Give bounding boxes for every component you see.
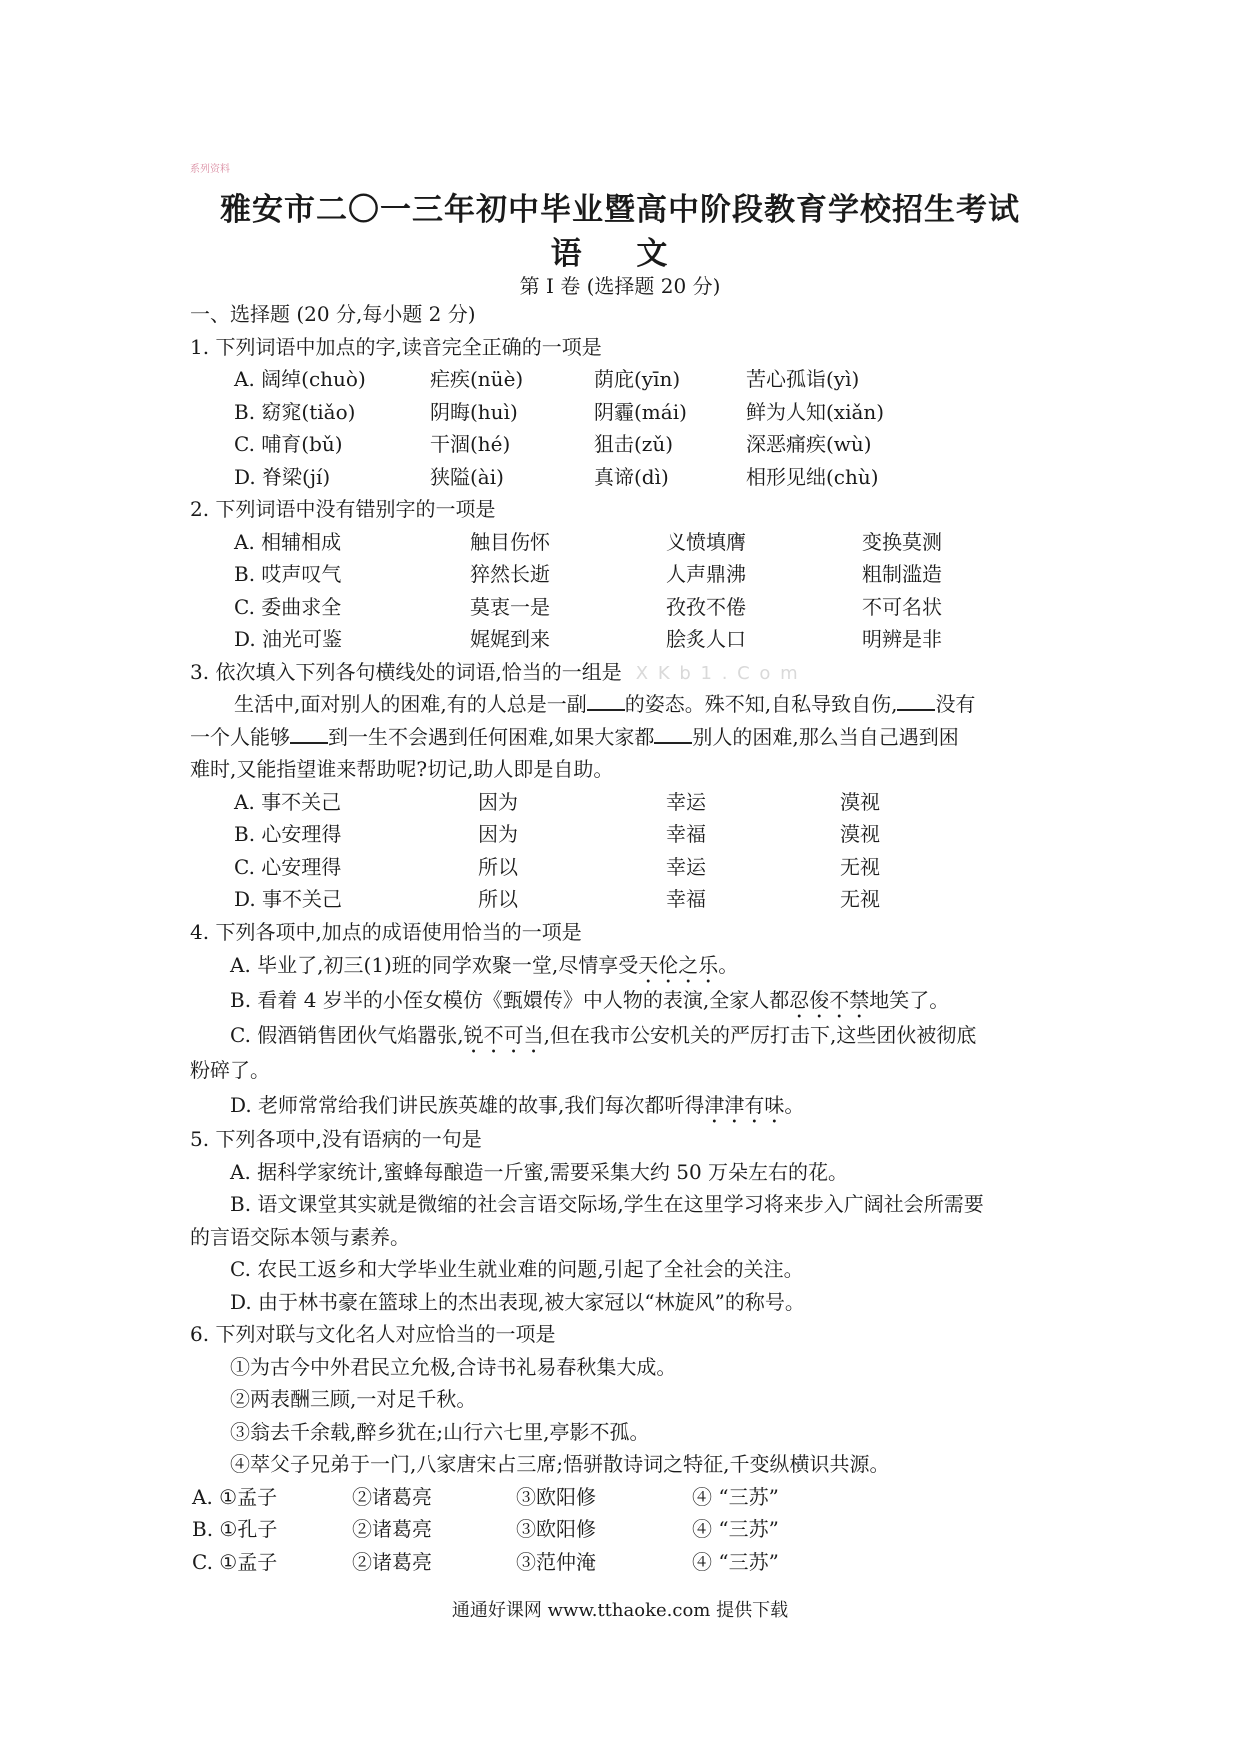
option-cell: ②诸葛亮 xyxy=(352,1549,432,1574)
option-cell: 猝然长逝 xyxy=(470,562,550,586)
option-cell: 漠视 xyxy=(840,822,880,846)
question-3-passage-line-1 xyxy=(190,688,1070,721)
dotted-idiom: 津津有味 xyxy=(704,1093,785,1117)
option-cell: 不可名状 xyxy=(862,594,942,619)
option-cell: 因为 xyxy=(478,822,518,846)
fill-blank xyxy=(654,724,692,744)
subject-title: 语 文 xyxy=(550,236,690,272)
option-cell: 狙击(zǔ) xyxy=(594,432,674,456)
passage-text: 别人的困难,那么当自己遇到困 xyxy=(692,724,959,749)
series-tag: 系列资料 xyxy=(190,164,230,175)
option-cell: 幸福 xyxy=(666,822,706,846)
couplet-2: ②两表酬三顾,一对足千秋。 xyxy=(230,1387,477,1411)
dotted-idiom: 天伦之乐 xyxy=(638,953,719,977)
option-cell: 狭隘(ài) xyxy=(430,464,504,489)
option-cell: 触目伤怀 xyxy=(470,529,550,554)
option-cell: 阴霾(mái) xyxy=(594,399,687,424)
option-cell: B. ①孔子 xyxy=(192,1517,278,1541)
passage-text: 生活中,面对别人的困难,有的人总是一副 xyxy=(234,692,587,716)
option-cell: D. 事不关己 xyxy=(234,887,343,911)
option-cell: 幸运 xyxy=(666,789,706,814)
question-1-option-c xyxy=(190,428,1070,461)
option-cell: ②诸葛亮 xyxy=(352,1517,432,1541)
question-4-option-b xyxy=(190,983,1070,1018)
option-cell: 因为 xyxy=(478,789,518,814)
question-1-option-d xyxy=(190,461,1070,494)
option-cell: ④ “三苏” xyxy=(692,1549,779,1574)
couplet-3: ③翁去千余载,醉乡犹在;山行六七里,亭影不孤。 xyxy=(230,1419,650,1444)
option-cell: 幸福 xyxy=(666,887,706,911)
option-cell: C. 心安理得 xyxy=(234,854,342,879)
option-cell: ②诸葛亮 xyxy=(352,1484,432,1509)
couplet-4: ④萃父子兄弟于一门,八家唐宋占三席;悟骈散诗词之特征,千变纵横识共源。 xyxy=(230,1452,890,1476)
option-cell: 苦心孤诣(yì) xyxy=(746,367,860,391)
option-cell: A. 事不关己 xyxy=(234,789,342,814)
fill-blank xyxy=(897,691,935,711)
option-cell: 阴晦(huì) xyxy=(430,399,518,424)
question-4-option-c-continued: 粉碎了。 xyxy=(190,1058,270,1082)
question-1-stem: 1. 下列词语中加点的字,读音完全正确的一项是 xyxy=(190,334,602,359)
question-5-option-b-continued: 的言语交际本领与素养。 xyxy=(190,1224,410,1249)
option-cell: 无视 xyxy=(840,854,880,879)
option-cell: ③欧阳修 xyxy=(516,1484,596,1509)
question-2-option-b xyxy=(190,558,1070,591)
question-3-option-a xyxy=(190,786,1070,819)
question-3-option-d xyxy=(190,883,1070,916)
option-cell: 所以 xyxy=(478,854,518,879)
question-3-stem-line xyxy=(190,656,1070,689)
passage-text: 一个人能够 xyxy=(190,724,290,749)
option-cell: ④ “三苏” xyxy=(692,1517,779,1541)
question-1-option-b xyxy=(190,396,1070,429)
option-text: C. 假酒销售团伙气焰嚣张, xyxy=(230,1023,464,1047)
option-text: B. 看着 4 岁半的小侄女模仿《甄嬛传》中人物的表演,全家人都 xyxy=(230,988,790,1012)
option-cell: 深恶痛疾(wù) xyxy=(746,432,872,456)
option-text: A. 毕业了,初三(1)班的同学欢聚一堂,尽情享受 xyxy=(230,953,639,977)
question-4-option-d xyxy=(190,1088,1070,1123)
option-cell: A. 阔绰(chuò) xyxy=(234,367,366,391)
exam-body xyxy=(190,298,1070,1578)
option-cell: ③范仲淹 xyxy=(516,1549,596,1574)
exam-title: 雅安市二〇一三年初中毕业暨高中阶段教育学校招生考试 xyxy=(220,192,1020,228)
question-3-passage-line-3: 难时,又能指望谁来帮助呢?切记,助人即是自助。 xyxy=(190,757,614,781)
question-3-passage-line-2 xyxy=(190,721,1070,754)
question-2-option-c xyxy=(190,591,1070,624)
option-cell: 娓娓到来 xyxy=(470,627,550,651)
option-cell: B. 心安理得 xyxy=(234,822,342,846)
option-cell: 孜孜不倦 xyxy=(666,594,746,619)
question-3-option-c xyxy=(190,851,1070,884)
option-cell: ④ “三苏” xyxy=(692,1484,779,1509)
watermark: X K b 1 . C o m xyxy=(635,662,800,684)
option-text: 。 xyxy=(718,953,739,977)
page-footer: 通通好课网 www.tthaoke.com 提供下载 xyxy=(451,1600,789,1621)
fill-blank xyxy=(290,724,328,744)
option-cell: 变换莫测 xyxy=(862,529,942,554)
question-3-option-b xyxy=(190,818,1070,851)
option-cell: 无视 xyxy=(840,887,880,911)
dotted-idiom: 忍俊不禁 xyxy=(789,988,870,1012)
question-6-option-c xyxy=(190,1546,1070,1579)
option-cell: 义愤填膺 xyxy=(666,529,746,554)
option-cell: 莫衷一是 xyxy=(470,594,550,619)
question-5-stem: 5. 下列各项中,没有语病的一句是 xyxy=(190,1127,482,1151)
question-6-option-b xyxy=(190,1513,1070,1546)
question-4-option-c xyxy=(190,1018,1070,1053)
passage-text: 到一生不会遇到任何困难,如果大家都 xyxy=(328,724,655,749)
passage-text: 没有 xyxy=(935,692,976,716)
option-cell: B. 窈窕(tiǎo) xyxy=(234,399,356,424)
option-cell: 相形见绌(chù) xyxy=(746,464,879,489)
option-cell: 疟疾(nüè) xyxy=(430,367,524,391)
dotted-idiom: 锐不可当 xyxy=(463,1023,544,1047)
option-cell: A. ①孟子 xyxy=(192,1484,278,1509)
question-5-option-b: B. 语文课堂其实就是微缩的社会言语交际场,学生在这里学习将来步入广阔社会所需要 xyxy=(230,1192,984,1216)
question-2-option-a xyxy=(190,526,1070,559)
question-6-stem: 6. 下列对联与文化名人对应恰当的一项是 xyxy=(190,1322,556,1346)
question-6-option-a xyxy=(190,1481,1070,1514)
option-cell: C. 哺育(bǔ) xyxy=(234,432,343,456)
option-cell: 漠视 xyxy=(840,789,880,814)
option-cell: 脍炙人口 xyxy=(666,627,746,651)
question-1-option-a xyxy=(190,363,1070,396)
question-5-option-d: D. 由于林书豪在篮球上的杰出表现,被大家冠以“林旋风”的称号。 xyxy=(230,1289,805,1314)
option-cell: 粗制滥造 xyxy=(862,562,942,586)
question-5-option-a: A. 据科学家统计,蜜蜂每酿造一斤蜜,需要采集大约 50 万朵左右的花。 xyxy=(230,1159,849,1184)
option-cell: A. 相辅相成 xyxy=(234,529,342,554)
option-cell: 人声鼎沸 xyxy=(666,562,746,586)
option-cell: 明辨是非 xyxy=(862,627,942,651)
option-cell: 真谛(dì) xyxy=(594,464,669,489)
option-cell: C. ①孟子 xyxy=(192,1549,278,1574)
option-cell: C. 委曲求全 xyxy=(234,594,342,619)
option-cell: 荫庇(yīn) xyxy=(594,367,681,391)
option-text: 地笑了。 xyxy=(869,988,950,1012)
volume-heading: 第 I 卷 (选择题 20 分) xyxy=(519,274,721,298)
question-4-stem: 4. 下列各项中,加点的成语使用恰当的一项是 xyxy=(190,919,582,944)
option-text: 。 xyxy=(784,1093,805,1117)
option-cell: B. 哎声叹气 xyxy=(234,562,342,586)
couplet-1: ①为古今中外君民立允极,合诗书礼易春秋集大成。 xyxy=(230,1354,677,1379)
question-5-option-c: C. 农民工返乡和大学毕业生就业难的问题,引起了全社会的关注。 xyxy=(230,1257,804,1281)
question-2-option-d xyxy=(190,623,1070,656)
option-cell: 幸运 xyxy=(666,854,706,879)
passage-text: 的姿态。殊不知,自私导致自伤, xyxy=(624,692,898,716)
fill-blank xyxy=(587,691,625,711)
option-cell: 鲜为人知(xiǎn) xyxy=(746,399,885,424)
option-cell: D. 脊梁(jí) xyxy=(234,464,331,489)
option-cell: 所以 xyxy=(478,887,518,911)
option-text: D. 老师常常给我们讲民族英雄的故事,我们每次都听得 xyxy=(230,1093,705,1117)
option-text: ,但在我市公安机关的严厉打击下,这些团伙被彻底 xyxy=(543,1023,977,1047)
option-cell: D. 油光可鉴 xyxy=(234,627,343,651)
question-3-stem: 3. 依次填入下列各句横线处的词语,恰当的一组是 xyxy=(190,659,622,684)
option-cell: 干涸(hé) xyxy=(430,432,511,456)
option-cell: ③欧阳修 xyxy=(516,1517,596,1541)
question-4-option-a xyxy=(190,948,1070,983)
section-heading: 一、选择题 (20 分,每小题 2 分) xyxy=(190,302,476,326)
question-2-stem: 2. 下列词语中没有错别字的一项是 xyxy=(190,497,496,521)
